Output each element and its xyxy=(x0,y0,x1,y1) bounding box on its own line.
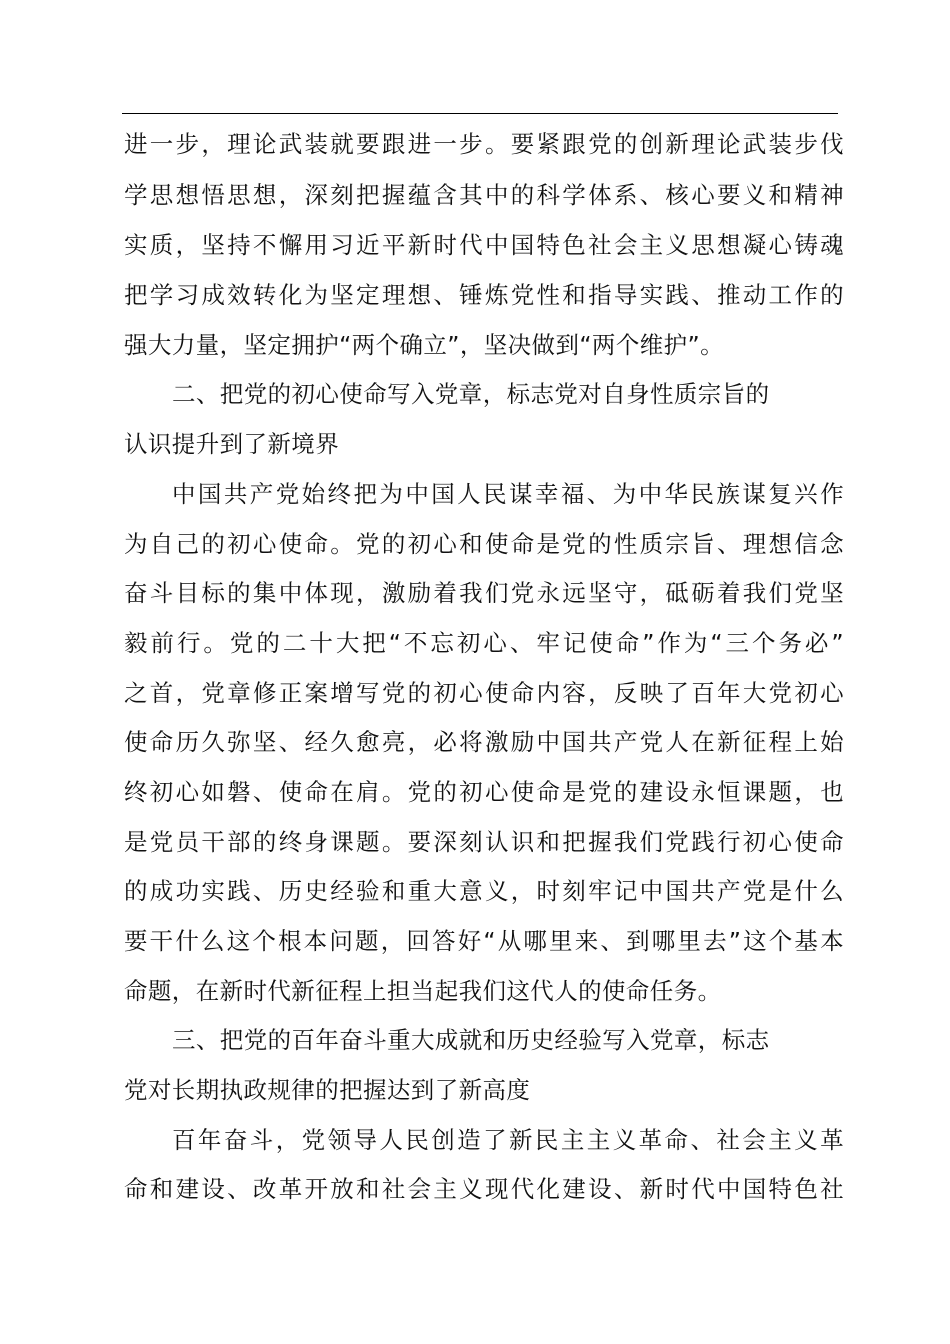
body-line: 进一步，理论武装就要跟进一步。要紧跟党的创新理论武装步伐 xyxy=(124,130,844,158)
body-line: 学思想悟思想，深刻把握蕴含其中的科学体系、核心要义和精神 xyxy=(124,181,844,209)
section-heading-line: 三、把党的百年奋斗重大成就和历史经验写入党章，标志 xyxy=(172,1026,770,1054)
section-heading-line: 二、把党的初心使命写入党章，标志党对自身性质宗旨的 xyxy=(172,380,770,408)
header-rule xyxy=(122,113,838,114)
body-line: 奋斗目标的集中体现，激励着我们党永远坚守，砥砺着我们党坚 xyxy=(124,579,844,607)
body-line: 把学习成效转化为坚定理想、锤炼党性和指导实践、推动工作的 xyxy=(124,281,844,309)
body-line: 实质，坚持不懈用习近平新时代中国特色社会主义思想凝心铸魂 xyxy=(124,231,844,259)
body-line: 要干什么这个根本问题，回答好“从哪里来、到哪里去”这个基本 xyxy=(124,927,844,955)
section-heading-line: 党对长期执政规律的把握达到了新高度 xyxy=(124,1076,531,1104)
body-line: 终初心如磐、使命在肩。党的初心使命是党的建设永恒课题，也 xyxy=(124,778,844,806)
body-line: 之首，党章修正案增写党的初心使命内容，反映了百年大党初心 xyxy=(124,679,844,707)
body-line: 百年奋斗，党领导人民创造了新民主主义革命、社会主义革 xyxy=(172,1126,844,1154)
body-line: 毅前行。党的二十大把“不忘初心、牢记使命”作为“三个务必” xyxy=(124,629,844,657)
body-line: 命题，在新时代新征程上担当起我们这代人的使命任务。 xyxy=(124,977,722,1005)
body-line: 的成功实践、历史经验和重大意义，时刻牢记中国共产党是什么 xyxy=(124,877,844,905)
body-line: 命和建设、改革开放和社会主义现代化建设、新时代中国特色社 xyxy=(124,1175,844,1203)
body-line: 为自己的初心使命。党的初心和使命是党的性质宗旨、理想信念 xyxy=(124,530,844,558)
section-heading-line: 认识提升到了新境界 xyxy=(124,430,340,458)
body-line: 中国共产党始终把为中国人民谋幸福、为中华民族谋复兴作 xyxy=(172,480,844,508)
body-line: 使命历久弥坚、经久愈亮，必将激励中国共产党人在新征程上始 xyxy=(124,728,844,756)
body-line: 是党员干部的终身课题。要深刻认识和把握我们党践行初心使命 xyxy=(124,828,844,856)
body-line: 强大力量，坚定拥护“两个确立”，坚决做到“两个维护”。 xyxy=(124,331,724,359)
